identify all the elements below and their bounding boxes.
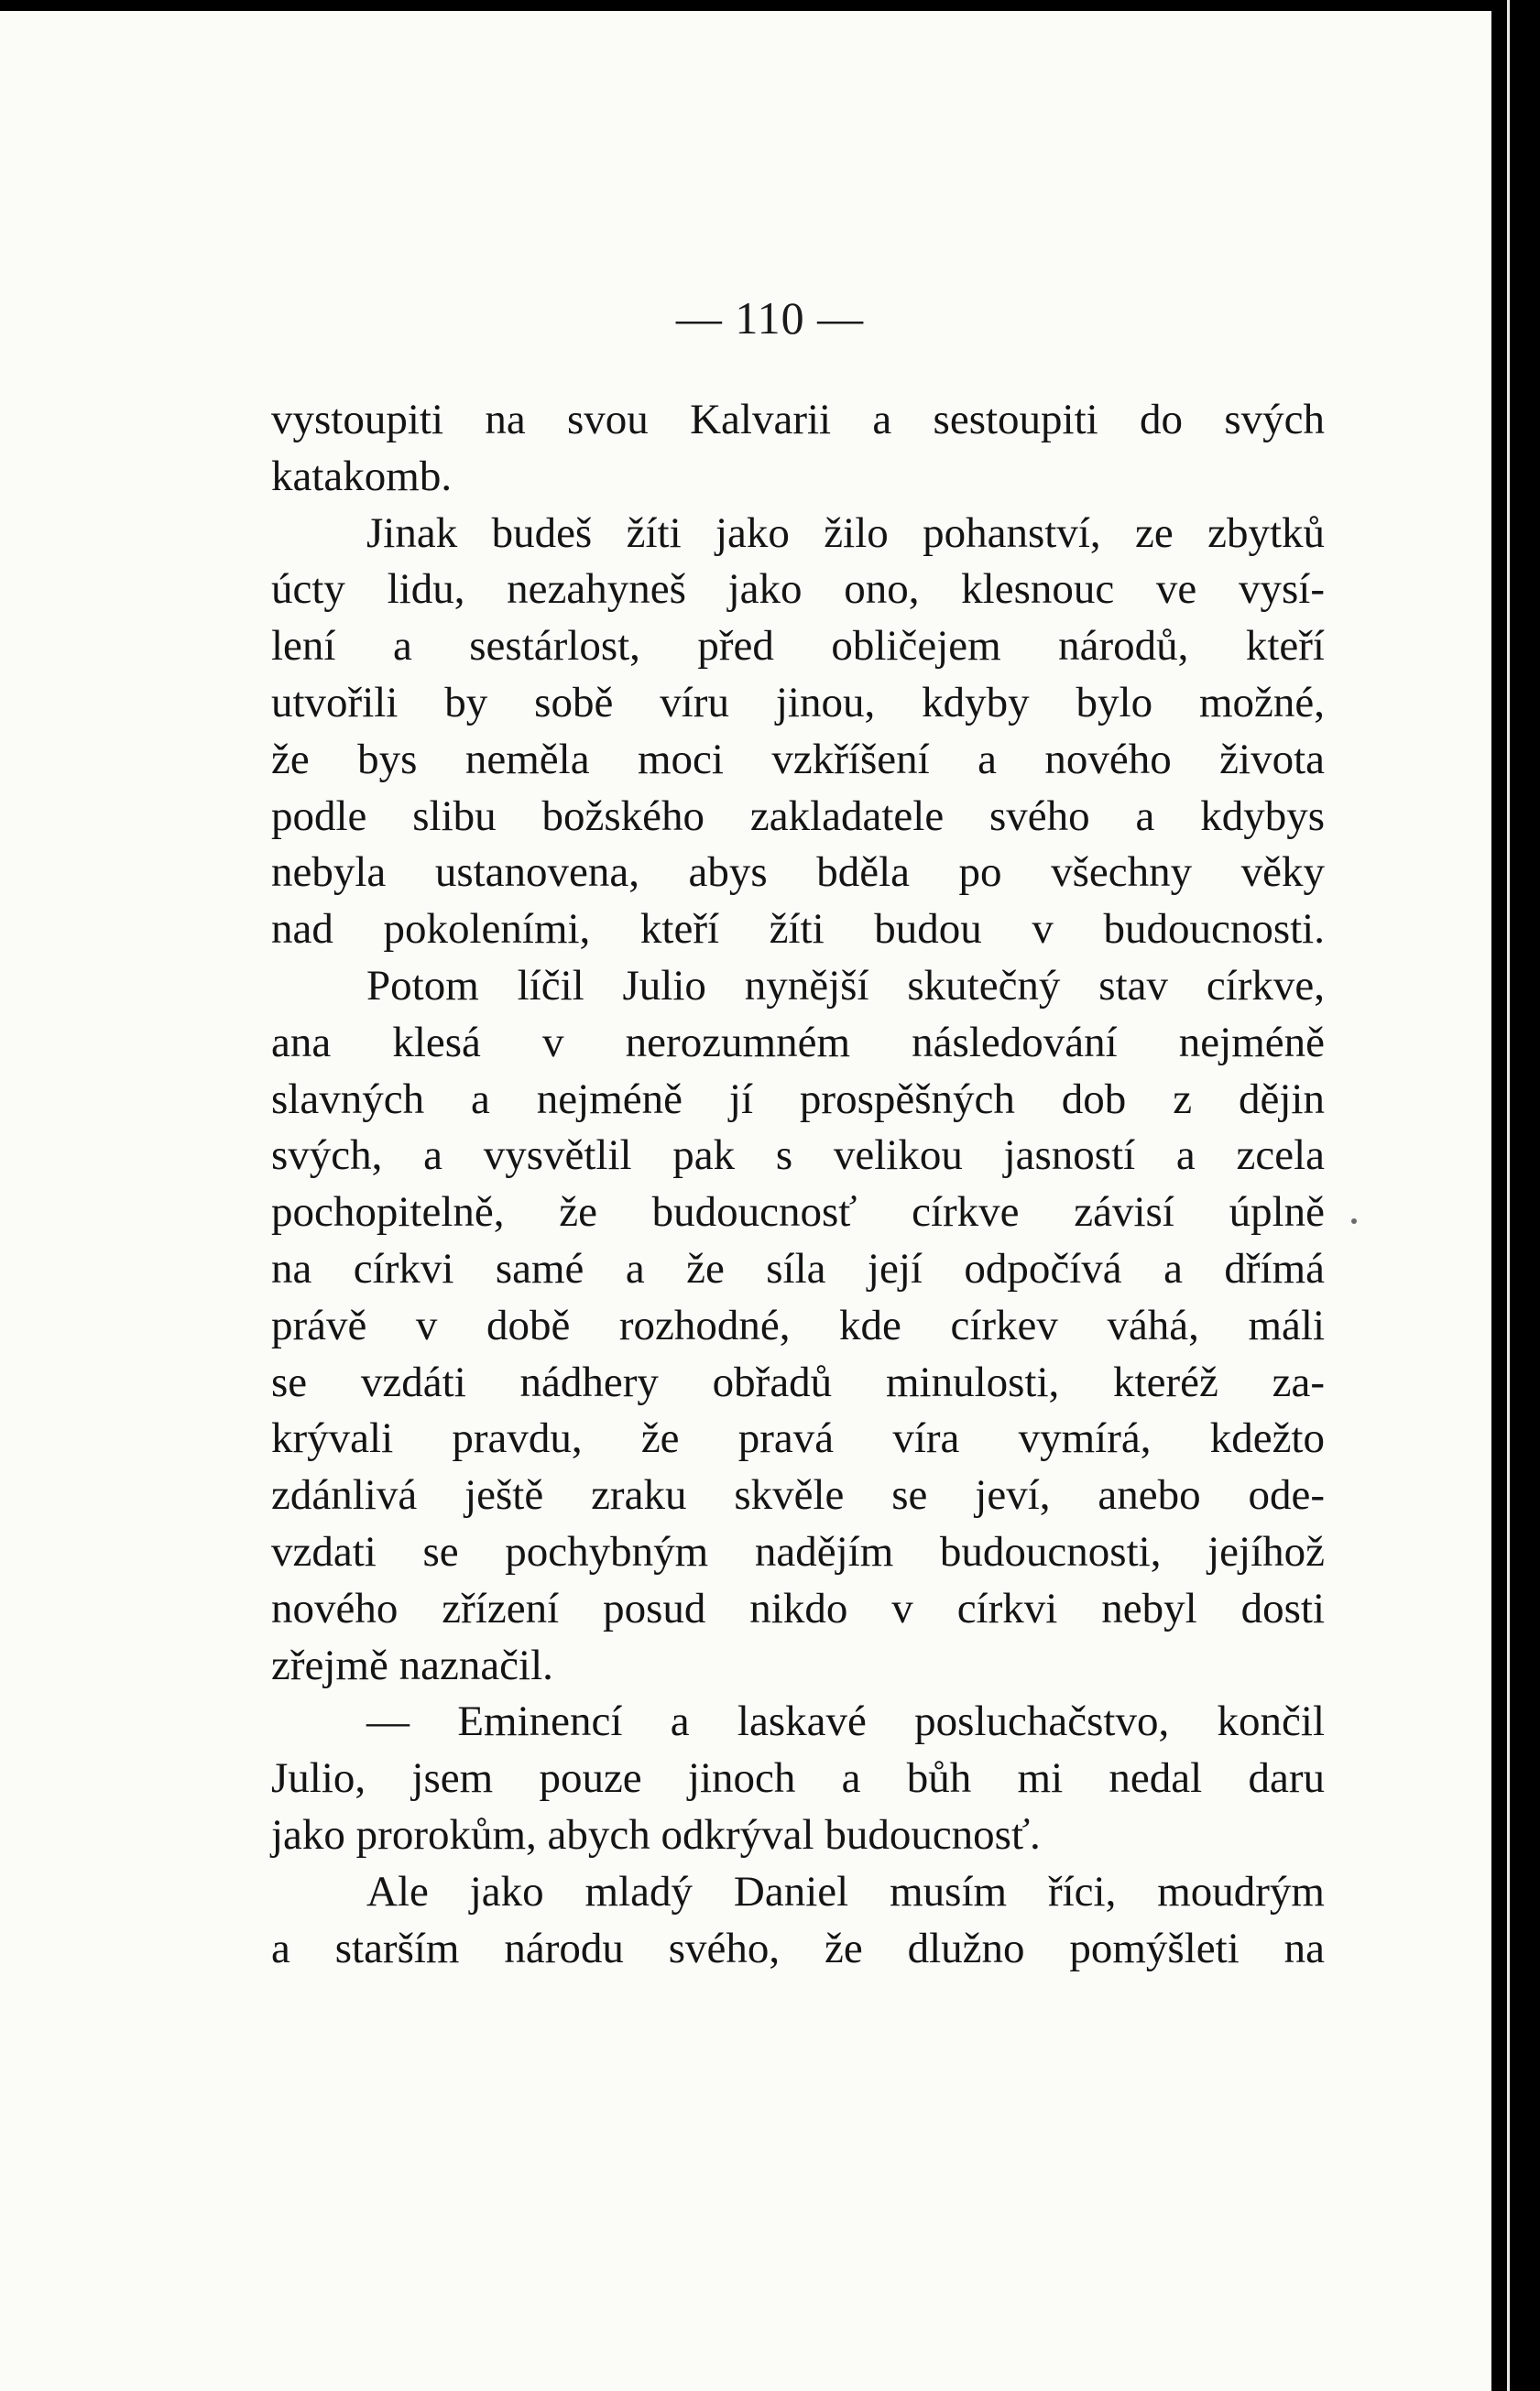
- text-line: katakomb.: [271, 452, 453, 500]
- text-line: utvořili by sobě víru jinou, kdyby bylo možné,: [271, 678, 1325, 726]
- text-line: a starším národu svého, že dlužno pomýšleti na: [271, 1924, 1325, 1972]
- paragraph: [271, 392, 1325, 506]
- text-line: Ale jako mladý Daniel musím říci, moudrým: [366, 1867, 1325, 1916]
- text-line: na církvi samé a že síla její odpočívá a dřímá: [271, 1244, 1325, 1293]
- text-line: pochopitelně, že budoucnosť církve závisí úplně: [271, 1188, 1325, 1237]
- text-line: ana klesá v nerozumném následování nejméně: [271, 1018, 1325, 1066]
- text-line: slavných a nejméně jí prospěšných dob z dějin: [271, 1075, 1325, 1123]
- paragraph: [271, 1694, 1325, 1863]
- page-number: — 110 —: [675, 292, 865, 344]
- margin-speck: [1351, 1218, 1357, 1224]
- page-body-text: [271, 392, 1325, 1977]
- text-line: se vzdáti nádhery obřadů minulosti, kteréž za-: [271, 1358, 1325, 1406]
- text-line: zřejmě naznačil.: [271, 1641, 553, 1689]
- text-line: vystoupiti na svou Kalvarii a sestoupiti do svých: [271, 396, 1325, 443]
- text-line: — Eminencí a laskavé posluchačstvo, končil: [366, 1698, 1325, 1746]
- text-line: nad pokoleními, kteří žíti budou v budoucnosti.: [271, 905, 1325, 954]
- paragraph: [271, 958, 1325, 1694]
- scan-border-strip: [1507, 0, 1510, 2391]
- text-line: nebyla ustanovena, abys bděla po všechny věky: [271, 848, 1325, 897]
- text-line: úcty lidu, nezahyneš jako ono, klesnouc ve vysí-: [271, 565, 1325, 614]
- paragraph: [271, 1864, 1325, 1978]
- text-line: Julio, jsem pouze jinoch a bůh mi nedal daru: [271, 1754, 1325, 1803]
- text-line: Potom líčil Julio nynější skutečný stav církve,: [366, 961, 1325, 1010]
- text-line: právě v době rozhodné, kde církev váhá, máli: [271, 1301, 1325, 1349]
- text-line: podle slibu božského zakladatele svého a kdybys: [271, 792, 1325, 840]
- scan-border: [1497, 0, 1540, 2391]
- text-line: nového zřízení posud nikdo v církvi nebyl dosti: [271, 1584, 1325, 1632]
- text-line: lení a sestárlost, před obličejem národů, kteří: [271, 622, 1325, 671]
- text-line: že bys neměla moci vzkříšení a nového života: [271, 735, 1325, 783]
- text-line: svých, a vysvětlil pak s velikou jasností a zcela: [271, 1131, 1325, 1180]
- paragraph: [271, 506, 1325, 958]
- text-line: jako prorokům, abych odkrýval budoucnosť.: [271, 1810, 1041, 1859]
- text-line: Jinak budeš žíti jako žilo pohanství, ze zbytků: [366, 508, 1325, 557]
- text-line: vzdati se pochybným nadějím budoucnosti, jejíhož: [271, 1527, 1325, 1576]
- text-line: zdánlivá ještě zraku skvěle se jeví, anebo ode-: [271, 1471, 1325, 1520]
- text-line: krývali pravdu, že pravá víra vymírá, kdežto: [271, 1414, 1325, 1463]
